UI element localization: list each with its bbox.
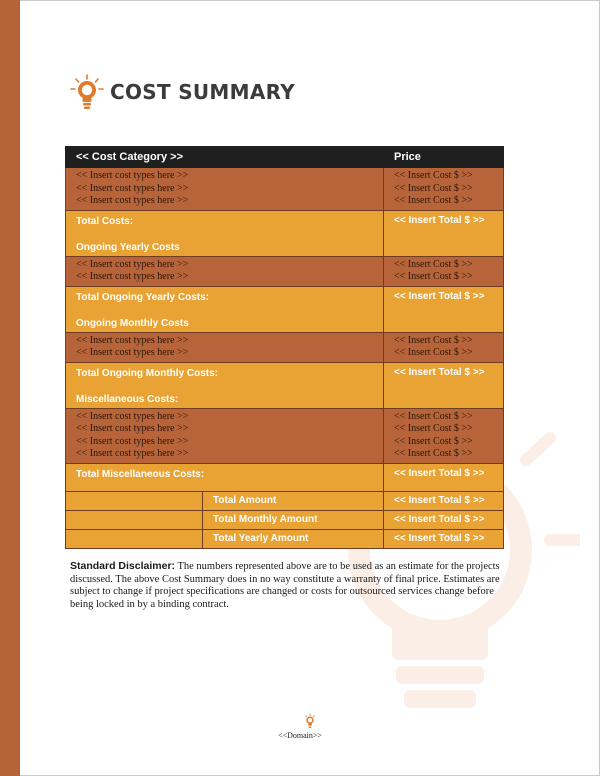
page-title: COST SUMMARY [110, 80, 296, 104]
disclaimer-label: Standard Disclaimer: [70, 560, 176, 572]
cost-type-item: << Insert cost types here >> [76, 182, 189, 194]
table-header-row [66, 147, 504, 168]
left-accent-stripe [0, 0, 20, 776]
summary-blank-cell [66, 529, 203, 548]
cost-value-item: << Insert Cost $ >> [394, 170, 473, 181]
cost-summary-table [65, 146, 504, 549]
cost-value-cell [384, 408, 504, 463]
cost-type-item: << Insert cost types here >> [76, 410, 189, 422]
cost-type-cell [66, 408, 384, 463]
total-row [66, 463, 504, 491]
cost-type-cell [66, 332, 384, 362]
total-label: Total Miscellaneous Costs: [76, 468, 205, 480]
total-row [66, 286, 504, 332]
summary-row [66, 491, 504, 510]
summary-row [66, 529, 504, 548]
cost-type-item: << Insert cost types here >> [76, 423, 189, 434]
lightbulb-icon [70, 74, 104, 110]
summary-label: Total Yearly Amount [203, 529, 384, 548]
total-value: << Insert Total $ >> [384, 463, 504, 491]
cost-type-item: << Insert cost types here >> [76, 334, 189, 346]
cost-type-item: << Insert cost types here >> [76, 448, 189, 459]
disclaimer-text: The numbers represented above are to be used as an estimate for the projects discussed. The above Cost Summary does in no way constitute a warranty of final price. Estimates are subject to change if project specifications are changed or costs for outsourced services change before being locked in by a binding contract. [70, 561, 500, 610]
cost-items-row [66, 408, 504, 463]
cost-value-item: << Insert Cost $ >> [394, 410, 473, 422]
cost-type-cell [66, 256, 384, 286]
total-value: << Insert Total $ >> [384, 362, 504, 408]
summary-label: Total Monthly Amount [203, 510, 384, 529]
cost-value-item: << Insert Cost $ >> [394, 195, 473, 206]
section-heading: Ongoing Yearly Costs [76, 241, 180, 253]
cost-value-item: << Insert Cost $ >> [394, 347, 473, 358]
summary-blank-cell [66, 510, 203, 529]
cost-category-header: << Cost Category >> [66, 147, 384, 168]
cost-type-item: << Insert cost types here >> [76, 195, 189, 206]
price-header: Price [384, 147, 504, 168]
summary-blank-cell [66, 491, 203, 510]
summary-value: << Insert Total $ >> [384, 529, 504, 548]
summary-label: Total Amount [203, 491, 384, 510]
cost-value-item: << Insert Cost $ >> [394, 271, 473, 282]
total-label: Total Costs: [76, 215, 134, 227]
section-heading: Ongoing Monthly Costs [76, 317, 189, 329]
total-label: Total Ongoing Monthly Costs: [76, 367, 219, 379]
cost-value-item: << Insert Cost $ >> [394, 448, 473, 459]
total-row [66, 210, 504, 256]
cost-value-item: << Insert Cost $ >> [394, 182, 473, 194]
total-row [66, 362, 504, 408]
total-value: << Insert Total $ >> [384, 210, 504, 256]
section-heading: Miscellaneous Costs: [76, 393, 179, 405]
footer-domain: <<Domain>> [278, 731, 322, 740]
cost-type-item: << Insert cost types here >> [76, 435, 189, 447]
cost-value-cell [384, 256, 504, 286]
cost-items-row [66, 168, 504, 211]
cost-type-item: << Insert cost types here >> [76, 347, 189, 358]
cost-items-row [66, 332, 504, 362]
summary-value: << Insert Total $ >> [384, 510, 504, 529]
cost-value-item: << Insert Cost $ >> [394, 435, 473, 447]
standard-disclaimer [70, 560, 515, 611]
cost-items-row [66, 256, 504, 286]
cost-type-item: << Insert cost types here >> [76, 271, 189, 282]
cost-value-cell [384, 332, 504, 362]
cost-type-item: << Insert cost types here >> [76, 170, 189, 181]
cost-value-item: << Insert Cost $ >> [394, 334, 473, 346]
summary-value: << Insert Total $ >> [384, 491, 504, 510]
footer-lightbulb-icon [303, 712, 317, 730]
cost-value-item: << Insert Cost $ >> [394, 258, 473, 270]
summary-row [66, 510, 504, 529]
cost-type-cell [66, 168, 384, 211]
cost-value-item: << Insert Cost $ >> [394, 423, 473, 434]
cost-type-item: << Insert cost types here >> [76, 258, 189, 270]
total-value: << Insert Total $ >> [384, 286, 504, 332]
cost-value-cell [384, 168, 504, 211]
total-label: Total Ongoing Yearly Costs: [76, 291, 209, 303]
